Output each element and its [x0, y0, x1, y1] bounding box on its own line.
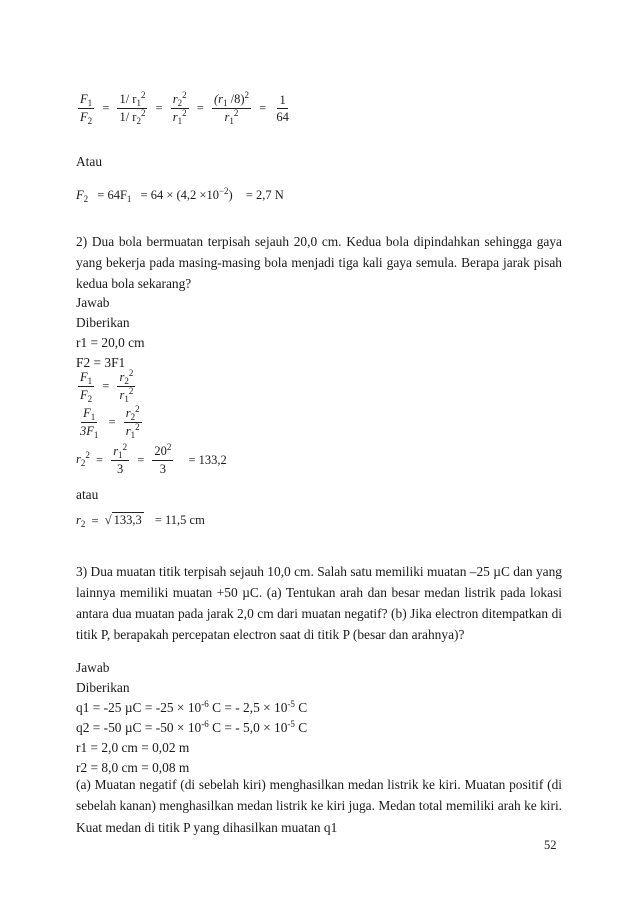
eq4-lhs-fraction: [78, 406, 100, 439]
eq4-rn-sub: 2: [130, 412, 136, 422]
eq3-rd: r: [119, 388, 125, 402]
eq3-rn: r: [119, 370, 125, 384]
eq1-t4-num: (r: [213, 92, 223, 106]
fraction-r2-r1: [171, 92, 189, 125]
eq3-ln-sub: 1: [87, 376, 93, 386]
page-number: 52: [544, 838, 557, 852]
eq1-t4-den-sup: 2: [233, 108, 239, 118]
eq1-res-den: 64: [276, 110, 289, 124]
given-r2-p3: r2 = 8,0 cm = 0,08 m: [76, 760, 190, 775]
fraction-inverse-r: [117, 92, 147, 125]
eq1-t3-den: r: [172, 110, 178, 124]
eq5-f2n: 20: [154, 444, 167, 458]
eq5-f1n: r: [113, 444, 119, 458]
equation-r2-squared: $r_2^2$ = $\frac{r_1^2}{3}$ = $\frac{20^2}{3}$ = 133,2: [76, 442, 227, 476]
eq2-expr: = 64 × (4,2 ×10: [140, 188, 219, 202]
eq3-lhs-fraction: [78, 370, 94, 403]
eq3-rn-sup: 2: [128, 368, 134, 378]
eq4-ln: F: [83, 406, 91, 420]
eq1-t2-num-sub: 1: [136, 98, 141, 108]
eq5-lhs: r: [76, 451, 81, 466]
eq5-lhs-sub: 2: [80, 457, 86, 468]
eq1-t2-num: 1/ r: [119, 92, 137, 106]
eq4-rd: r: [125, 424, 131, 438]
eq1-t3-num: r: [172, 92, 178, 106]
eq1-t3-num-sup: 2: [182, 90, 187, 100]
q1-part-b: C = - 2,5 × 10: [208, 700, 288, 715]
eq5-f2d: 3: [159, 462, 166, 476]
fraction-result: [274, 93, 291, 124]
eq3-rd-sub: 1: [124, 394, 129, 404]
sqrt-sign-icon: √: [104, 513, 112, 527]
eq1-t2-den: 1/ r: [119, 110, 137, 124]
eq2-close: ): [228, 188, 233, 202]
eq4-ld: 3F: [80, 424, 94, 438]
eq1-lhs-den: F: [80, 110, 88, 124]
eq1-t4-num-sup: 2: [244, 90, 250, 100]
eq3-ld: F: [80, 388, 88, 402]
answer-a-text: (a) Muatan negatif (di sebelah kiri) menghasilkan medan listrik ke kiri. Muatan positif (di sebelah kanan) menghasilkan medan listrik ke kiri juga. Medan total memiliki arah ke kiri.: [76, 777, 563, 813]
q2-part-b: C = - 5,0 × 10: [208, 720, 288, 735]
eq1-t4-num-tail: /8): [227, 92, 245, 106]
given-r1: r1 = 20,0 cm: [76, 335, 145, 350]
equation-ratio-3: $\frac{F_1}{F_2}$ = $\frac{r_2^2}{r_1^2}$: [80, 368, 134, 404]
given-q2: [76, 718, 307, 739]
equation-r2-result: [76, 512, 205, 529]
eq3-rhs-fraction: [117, 370, 135, 403]
given-q1: [76, 698, 307, 719]
eq5-f2n-sup: 2: [166, 442, 172, 452]
eq4-rn: r: [125, 406, 131, 420]
eq1-lhs-den-sub: 2: [87, 116, 93, 126]
problem-3-question: 3) Dua muatan titik terpisah sejauh 10,0 cm. Salah satu memiliki muatan –25 µC dan yang lainnya memiliki muatan +50 µC. (a) Tentukan arah dan besar medan listrik pada lokasi antara dua muatan pada jarak 2,0 cm dari muatan negatif? (b) Jika electron ditempatkan di titik P, berapakah percepatan electron saat di titik P (besar dan arahnya)?: [76, 564, 562, 642]
jawab-label-3: Jawab: [76, 660, 110, 675]
fraction-r1-over-8: [212, 92, 251, 125]
eq4-rd-sub: 1: [130, 430, 136, 440]
q2-exp-2: -5: [287, 719, 295, 729]
q2-exp-1: -6: [201, 719, 209, 729]
atau-label-1: Atau: [76, 154, 103, 169]
atau-label-2: atau: [76, 487, 99, 502]
eq3-ld-sub: 2: [87, 394, 93, 404]
jawab-label-2: Jawab: [76, 295, 110, 310]
eq2-lhs-sub: 2: [83, 194, 89, 204]
fraction-f1-f2: [78, 92, 94, 125]
eq1-t3-den-sub: 1: [177, 116, 183, 126]
equation-force-ratio: $\frac{F_1}{F_2}$ = $\frac{1/ r_1^2}{1/ r_2^2}$ = $\frac{r_2^2}{r_1^2}$ = $\frac{(r_1 /8)^2}{r_1^2}$ = $\frac{1}{64}$: [80, 90, 289, 126]
eq5-f1d: 3: [117, 462, 124, 476]
eq2-result: = 2,7 N: [245, 188, 284, 202]
equation-ratio-4: $\frac{F_1}{3F_1}$ = $\frac{r_2^2}{r_1^2}$: [80, 404, 140, 440]
problem-2-question: 2) Dua bola bermuatan terpisah sejauh 20,0 cm. Kedua bola dipindahkan sehingga gaya yang bekerja pada masing-masing bola menjadi tiga kali gaya semula. Berapa jarak pisah kedua bola sekarang?: [76, 234, 562, 291]
eq3-rn-sub: 2: [124, 376, 129, 386]
eq4-rhs-fraction: [124, 406, 142, 439]
eq2-mid: = 64F: [97, 188, 127, 202]
q1-exp-2: -5: [287, 699, 295, 709]
eq6-result: = 11,5 cm: [154, 513, 205, 527]
eq5-f1n-sub: 1: [118, 450, 123, 460]
eq2-mid-sub: 1: [126, 194, 132, 204]
eq2-exp: −2: [218, 186, 229, 196]
eq6-equals: =: [91, 513, 99, 528]
eq4-rd-sup: 2: [135, 422, 140, 432]
eq4-ld-sub: 1: [93, 430, 99, 440]
eq1-res-num: 1: [279, 93, 286, 107]
eq6-lhs: r: [76, 513, 81, 527]
eq1-t2-den-sup: 2: [140, 108, 146, 118]
equation-f2-result: [76, 188, 284, 203]
eq1-t3-den-sup: 2: [182, 108, 187, 118]
eq1-t2-num-sup: 2: [140, 90, 146, 100]
eq5-result: = 133,2: [188, 452, 227, 467]
eq1-t4-den: r: [224, 110, 230, 124]
diberikan-label-2: Diberikan: [76, 315, 130, 330]
diberikan-label-3: Diberikan: [76, 680, 130, 695]
eq3-rd-sup: 2: [128, 386, 134, 396]
q2-part-c: C: [294, 720, 308, 735]
eq2-lhs: F: [76, 188, 84, 202]
field-strength-q1: Kuat medan di titik P yang dihasilkan muatan q1: [76, 820, 338, 835]
eq1-t3-num-sub: 2: [177, 98, 183, 108]
eq1-lhs-num-sub: 1: [87, 98, 93, 108]
q2-part-a: q2 = -50 µC = -50 × 10: [76, 720, 202, 735]
eq1-t4-den-sub: 1: [229, 116, 234, 126]
eq6-radicand: 133,3: [113, 513, 142, 527]
q1-exp-1: -6: [201, 699, 209, 709]
eq4-rn-sup: 2: [135, 404, 140, 414]
eq5-fraction-1: [111, 444, 129, 476]
eq4-ln-sub: 1: [90, 412, 96, 422]
q1-part-a: q1 = -25 µC = -25 × 10: [76, 700, 202, 715]
given-r1-p3: r1 = 2,0 cm = 0,02 m: [76, 740, 190, 755]
eq6-lhs-sub: 2: [80, 519, 86, 529]
q1-part-c: C: [294, 700, 308, 715]
eq1-t4-num-sub: 1: [223, 98, 228, 108]
eq5-f1n-sup: 2: [122, 442, 128, 452]
eq5-fraction-2: [152, 444, 173, 476]
eq1-t2-den-sub: 2: [136, 116, 141, 126]
given-f2: F2 = 3F1: [76, 355, 126, 370]
eq5-lhs-sup: 2: [85, 449, 90, 460]
eq3-ln: F: [80, 370, 88, 384]
eq1-lhs-num: F: [80, 92, 88, 106]
